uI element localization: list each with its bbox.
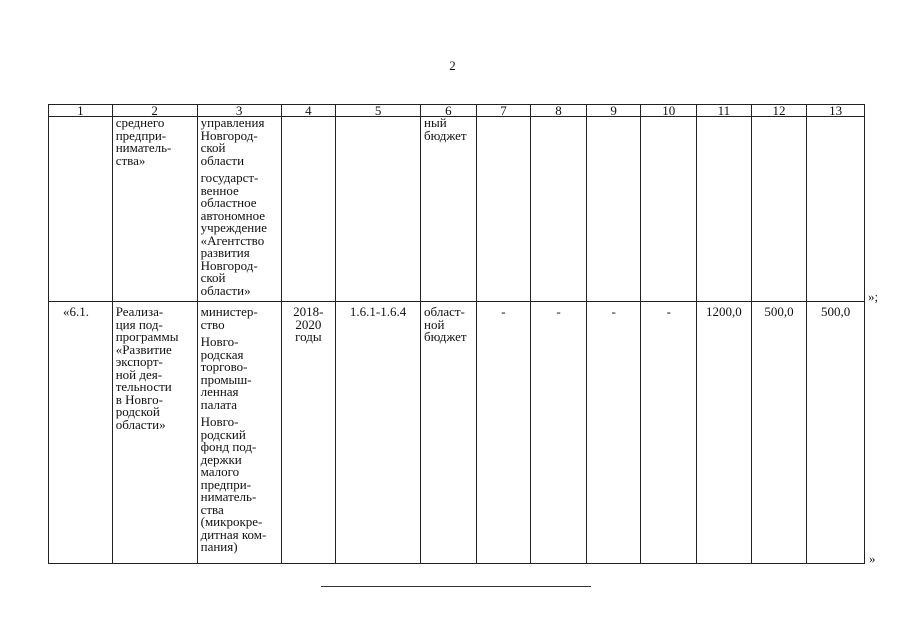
cell-value <box>641 302 697 564</box>
text-line: ной <box>424 316 445 332</box>
text-line: пания) <box>200 539 238 554</box>
text-line: малого <box>200 464 240 479</box>
text-line: области <box>200 152 245 168</box>
text-line: учреждение <box>200 220 267 235</box>
cell-indicators <box>336 117 421 302</box>
value: - <box>666 304 671 319</box>
text-line: Новгород- <box>200 127 258 143</box>
header-cell: 9 <box>586 105 641 117</box>
cell-number <box>49 117 113 302</box>
header-cell: 2 <box>112 105 197 117</box>
value: - <box>501 304 506 319</box>
cell-number <box>49 302 113 564</box>
header-cell: 11 <box>697 105 752 117</box>
separator-line <box>321 586 591 587</box>
text-line: ный <box>424 115 447 130</box>
text-line: венное <box>200 182 239 198</box>
text-line: 2018- <box>293 304 324 319</box>
value: 1200,0 <box>705 304 742 319</box>
text-line: ства» <box>115 152 146 168</box>
cell-value <box>531 117 587 302</box>
cell-value <box>586 117 641 302</box>
cell-executors <box>197 117 281 302</box>
program-table <box>48 104 865 564</box>
text-line: ленная <box>200 384 239 399</box>
cell-executors <box>197 302 281 564</box>
value: - <box>611 304 616 319</box>
text-line: родский <box>200 426 246 442</box>
indicators-value: 1.6.1-1.6.4 <box>349 304 407 319</box>
cell-name <box>112 117 197 302</box>
cell-value <box>476 302 531 564</box>
header-cell: 5 <box>336 105 421 117</box>
text-line: бюджет <box>424 329 467 344</box>
closing-quote-mark: » <box>869 551 876 566</box>
text-line: управления <box>200 115 265 130</box>
text-line: палата <box>200 396 237 412</box>
cell-value <box>751 302 807 564</box>
text-line: предпри- <box>115 127 167 143</box>
cell-value <box>476 117 531 302</box>
text-line: ниматель- <box>115 140 172 155</box>
text-line: област- <box>424 304 465 319</box>
text-line: ниматель- <box>200 489 257 504</box>
text-line: развития <box>200 245 250 260</box>
text-line: «Развитие <box>115 341 172 357</box>
cell-source <box>421 302 477 564</box>
header-cell: 7 <box>476 105 531 117</box>
text-line: области» <box>200 282 251 298</box>
table-row <box>49 117 865 302</box>
text-line: ция под- <box>115 316 163 332</box>
value: 500,0 <box>764 304 794 319</box>
header-cell: 3 <box>197 105 281 117</box>
text-line: Реализа- <box>115 304 164 319</box>
cell-value <box>807 117 865 302</box>
cell-value <box>531 302 587 564</box>
text-line: «Агентство <box>200 232 265 248</box>
header-cell: 1 <box>49 105 113 117</box>
text-line: тельности <box>115 379 172 394</box>
text-line: родская <box>200 346 244 362</box>
value: 500,0 <box>821 304 851 319</box>
header-cell: 6 <box>421 105 477 117</box>
row-number: «6.1. <box>63 304 89 319</box>
closing-quote-mark: »; <box>868 289 879 304</box>
text-line: родской <box>115 404 160 419</box>
cell-value <box>751 117 807 302</box>
cell-indicators <box>336 302 421 564</box>
text-line: областное <box>200 195 257 210</box>
text-line: среднего <box>115 115 165 130</box>
text-line: ной дея- <box>115 366 163 382</box>
text-line: бюджет <box>424 127 467 143</box>
text-line: Новгород- <box>200 257 258 273</box>
text-line: предпри- <box>200 476 252 492</box>
cell-name <box>112 302 197 564</box>
text-line: ства <box>200 501 224 517</box>
header-cell: 12 <box>751 105 807 117</box>
text-line: промыш- <box>200 371 252 387</box>
text-line: Новго- <box>200 414 239 429</box>
text-line: ской <box>200 270 226 285</box>
text-line: 2020 <box>295 316 322 332</box>
value: - <box>556 304 561 319</box>
cell-period <box>281 302 336 564</box>
header-cell: 8 <box>531 105 587 117</box>
text-line: Новго- <box>200 334 239 349</box>
text-line: министер- <box>200 304 258 319</box>
header-cell: 13 <box>807 105 865 117</box>
header-cell: 10 <box>641 105 697 117</box>
cell-value <box>641 117 697 302</box>
text-line: торгово- <box>200 359 248 374</box>
table-row <box>49 302 865 564</box>
cell-source <box>421 117 477 302</box>
cell-value <box>697 302 752 564</box>
text-line: годы <box>295 329 322 344</box>
cell-value <box>807 302 865 564</box>
text-line: экспорт- <box>115 354 163 369</box>
text-line: ской <box>200 140 226 155</box>
text-line: фонд под- <box>200 439 257 454</box>
text-line: дитная ком- <box>200 526 267 542</box>
header-row <box>49 105 865 117</box>
text-line: ство <box>200 316 225 332</box>
cell-period <box>281 117 336 302</box>
text-line: программы <box>115 329 179 344</box>
page-number: 2 <box>449 58 456 73</box>
text-line: в Новго- <box>115 391 163 407</box>
text-line: держки <box>200 451 242 467</box>
text-line: автономное <box>200 207 266 223</box>
header-cell: 4 <box>281 105 336 117</box>
text-line: государст- <box>200 170 259 185</box>
text-line: (микрокре- <box>200 514 263 529</box>
cell-value <box>697 117 752 302</box>
cell-value <box>586 302 641 564</box>
text-line: области» <box>115 416 166 432</box>
